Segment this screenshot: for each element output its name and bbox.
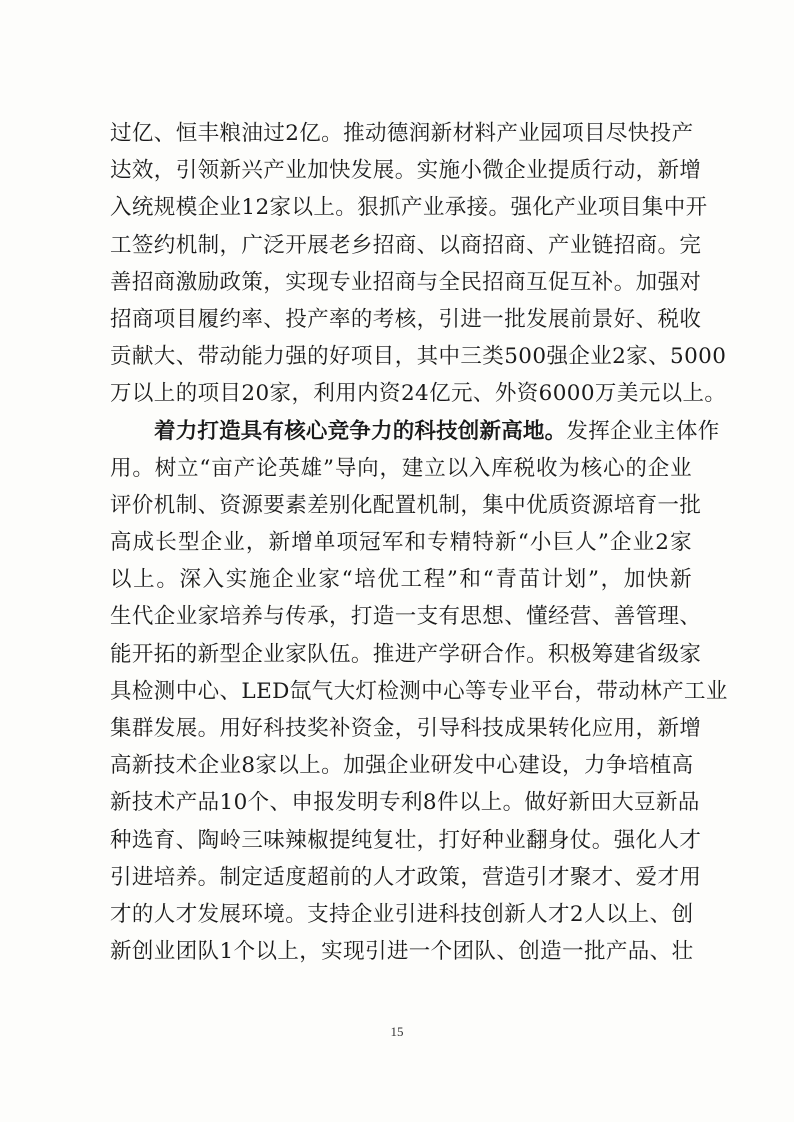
text-line: 招商项目履约率、投产率的考核，引进一批发展前景好、税收: [110, 306, 702, 332]
text-line: 引进培养。制定适度超前的人才政策，营造引才聚才、爱才用: [110, 864, 702, 890]
page-number: 15: [390, 1024, 404, 1039]
text-line: 种选育、陶岭三味辣椒提纯复壮，打好种业翻身仗。强化人才: [110, 827, 702, 853]
text-line: 善招商激励政策，实现专业招商与全民招商互促互补。加强对: [110, 269, 702, 295]
text-line: 贡献大、带动能力强的好项目，其中三类500强企业2家、5000: [110, 344, 727, 370]
text-line: 过亿、恒丰粮油过2亿。推动德润新材料产业园项目尽快投产: [110, 121, 694, 146]
text-line: 新创业团队1个以上，实现引进一个团队、创造一批产品、壮: [110, 939, 694, 965]
text-line: 才的人才发展环境。支持企业引进科技创新人才2人以上、创: [110, 901, 694, 927]
text-line: 具检测中心、LED氙气大灯检测中心等专业平台，带动林产工业: [110, 678, 728, 704]
section-heading: 着力打造具有核心竞争力的科技创新高地。: [154, 418, 567, 444]
text-line: 用。树立“亩产论英雄”导向，建立以入库税收为核心的企业: [110, 455, 692, 481]
text-line: 生代企业家培养与传承，打造一支有思想、懂经营、善管理、: [110, 604, 702, 630]
text-line: 评价机制、资源要素差别化配置机制，集中优质资源培育一批: [110, 492, 702, 518]
text-line: 高新技术企业8家以上。加强企业研发中心建设，力争培植高: [110, 753, 694, 779]
text-line: [110, 413, 720, 450]
text-line: 达效，引领新兴产业加快发展。实施小微企业提质行动，新增: [110, 158, 702, 184]
text-line: 能开拓的新型企业家队伍。推进产学研合作。积极筹建省级家: [110, 641, 702, 667]
text-line: 入统规模企业12家以上。狠抓产业承接。强化产业项目集中开: [110, 195, 708, 221]
paragraph-2: [110, 413, 728, 971]
paragraph-1: [110, 115, 727, 413]
text-line: 集群发展。用好科技奖补资金，引导科技成果转化应用，新增: [110, 716, 702, 741]
text-line: 新技术产品10个、申报发明专利8件以上。做好新田大豆新品: [110, 790, 700, 816]
text-line: 万以上的项目20家，利用内资24亿元、外资6000万美元以上。: [110, 381, 727, 407]
text-line: 高成长型企业，新增单项冠军和专精特新“小巨人”企业2家: [110, 530, 692, 556]
text-run: 发挥企业主体作: [566, 418, 720, 444]
body-text: [110, 115, 728, 970]
text-line: 以上。深入实施企业家“培优工程”和“青苗计划”，加快新: [110, 567, 692, 593]
text-line: 工签约机制，广泛开展老乡招商、以商招商、产业链招商。完: [110, 232, 702, 258]
